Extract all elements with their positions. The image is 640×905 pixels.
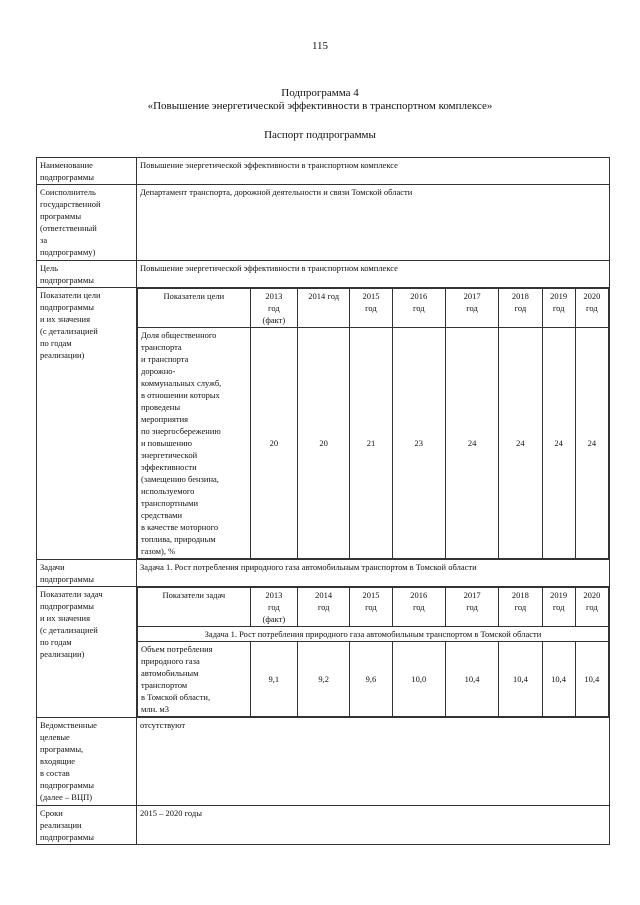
task-value-cell: 10,4 xyxy=(575,642,608,717)
name-row xyxy=(37,158,610,185)
goal-indicators-table xyxy=(137,288,609,559)
task-header-cell: 2015 год xyxy=(350,588,392,627)
task-value-cell: 10,0 xyxy=(392,642,445,717)
task-indicators-table xyxy=(137,587,609,717)
task-indicators-row xyxy=(37,587,610,718)
terms-row xyxy=(37,806,610,845)
tasks-row xyxy=(37,560,610,587)
goal-value-cell: 20 xyxy=(250,328,297,559)
goal-indicators-cell xyxy=(137,288,610,560)
task-value-cell: 10,4 xyxy=(542,642,575,717)
terms-value: 2015 – 2020 годы xyxy=(137,806,610,845)
vcp-row xyxy=(37,718,610,806)
tasks-value: Задача 1. Рост потребления природного газа автомобильным транспортом в Томской области xyxy=(137,560,610,587)
coexecutor-row xyxy=(37,185,610,261)
passport-table xyxy=(36,157,610,845)
task-header-cell: Показатели задач xyxy=(138,588,251,627)
vcp-label: Ведомственные целевые программы, входящие в состав подпрограммы (далее – ВЦП) xyxy=(37,718,137,806)
goal-indicator-name: Доля общественного транспорта и транспорта дорожно- коммунальных служб, в отношении которых проведены мероприятия по энергосбережению и повышению энергетической эффективности (замещению бензина, используемого транспортными средствами в качестве моторного топлива, природным газом), % xyxy=(138,328,251,559)
task-value-cell: 10,4 xyxy=(499,642,542,717)
task-title: Задача 1. Рост потребления природного газа автомобильным транспортом в Томской области xyxy=(138,627,609,642)
goal-indicators-header xyxy=(138,289,609,328)
goal-value-cell: 20 xyxy=(298,328,350,559)
goal-indicators-label: Показатели цели подпрограммы и их значения (с детализацией по годам реализации) xyxy=(37,288,137,560)
goal-header-cell: 2019 год xyxy=(542,289,575,328)
task-value-cell: 9,2 xyxy=(298,642,350,717)
goal-value-cell: 23 xyxy=(392,328,445,559)
task-header-cell: 2016 год xyxy=(392,588,445,627)
goal-header-cell: 2013 год (факт) xyxy=(250,289,297,328)
task-header-cell: 2017 год xyxy=(445,588,498,627)
task-indicators-cell xyxy=(137,587,610,718)
tasks-label: Задачи подпрограммы xyxy=(37,560,137,587)
page-number: 115 xyxy=(311,40,329,52)
goal-value: Повышение энергетической эффективности в транспортном комплексе xyxy=(137,261,610,288)
goal-header-cell: 2017 год xyxy=(445,289,498,328)
task-value-cell: 9,1 xyxy=(250,642,297,717)
task-indicators-header xyxy=(138,588,609,627)
task-indicator-row xyxy=(138,642,609,717)
name-value: Повышение энергетической эффективности в транспортном комплексе xyxy=(137,158,610,185)
task-title-row xyxy=(138,627,609,642)
task-value-cell: 9,6 xyxy=(350,642,392,717)
task-header-cell: 2013 год (факт) xyxy=(250,588,297,627)
goal-header-cell: 2015 год xyxy=(350,289,392,328)
goal-row xyxy=(37,261,610,288)
goal-header-cell: Показатели цели xyxy=(138,289,251,328)
name-label: Наименование подпрограммы xyxy=(37,158,137,185)
goal-header-cell: 2020 год xyxy=(575,289,608,328)
goal-value-cell: 24 xyxy=(445,328,498,559)
task-header-cell: 2018 год xyxy=(499,588,542,627)
passport-heading: Паспорт подпрограммы xyxy=(264,129,376,141)
coexecutor-label: Соисполнитель государственной программы (ответственный за подпрограмму) xyxy=(37,185,137,261)
subprogram-number: Подпрограмма 4 xyxy=(281,87,359,99)
task-header-cell: 2020 год xyxy=(575,588,608,627)
coexecutor-value: Департамент транспорта, дорожной деятельности и связи Томской области xyxy=(137,185,610,261)
goal-indicators-row xyxy=(37,288,610,560)
goal-indicator-row xyxy=(138,328,609,559)
goal-value-cell: 24 xyxy=(542,328,575,559)
goal-value-cell: 24 xyxy=(499,328,542,559)
terms-label: Сроки реализации подпрограммы xyxy=(37,806,137,845)
goal-header-cell: 2018 год xyxy=(499,289,542,328)
task-indicators-label: Показатели задач подпрограммы и их значения (с детализацией по годам реализации) xyxy=(37,587,137,718)
task-indicator-name: Объем потребления природного газа автомобильным транспортом в Томской области, млн. м3 xyxy=(138,642,251,717)
goal-value-cell: 21 xyxy=(350,328,392,559)
task-header-cell: 2014 год xyxy=(298,588,350,627)
vcp-value: отсутствуют xyxy=(137,718,610,806)
goal-label: Цель подпрограммы xyxy=(37,261,137,288)
goal-header-cell: 2014 год xyxy=(298,289,350,328)
subprogram-title: «Повышение энергетической эффективности в транспортном комплексе» xyxy=(147,100,493,112)
goal-value-cell: 24 xyxy=(575,328,608,559)
task-header-cell: 2019 год xyxy=(542,588,575,627)
goal-header-cell: 2016 год xyxy=(392,289,445,328)
task-value-cell: 10,4 xyxy=(445,642,498,717)
